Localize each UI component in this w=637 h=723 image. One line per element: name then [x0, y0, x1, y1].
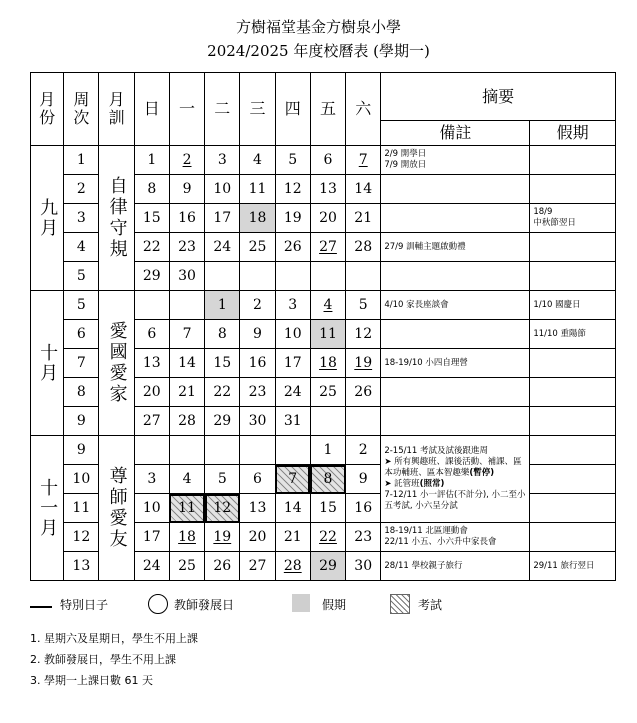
calendar-day [275, 291, 310, 320]
calendar-day [240, 378, 275, 407]
calendar-day [169, 233, 204, 262]
day-number: 30 [354, 558, 373, 574]
calendar-day [169, 407, 204, 436]
calendar-day [134, 552, 169, 581]
day-number: 14 [283, 500, 302, 516]
day-number: 15 [142, 210, 161, 226]
calendar-day [134, 146, 169, 175]
day-number: 25 [178, 558, 196, 574]
week-number: 12 [64, 523, 99, 552]
day-number: 26 [283, 239, 302, 255]
calendar-day [346, 291, 381, 320]
calendar-day [310, 378, 345, 407]
week-number: 4 [64, 233, 99, 262]
calendar-day [205, 523, 240, 552]
calendar-day [134, 291, 169, 320]
calendar-day [275, 175, 310, 204]
calendar-day [275, 552, 310, 581]
day-number: 8 [323, 471, 333, 487]
calendar-day [169, 204, 204, 233]
remarks-cell [381, 407, 530, 436]
day-number: 26 [354, 384, 373, 400]
week-number: 1 [64, 146, 99, 175]
calendar-day [169, 494, 204, 523]
calendar-day [169, 552, 204, 581]
day-number: 4 [323, 297, 333, 313]
header-mon: 一 [169, 73, 204, 146]
calendar-day [169, 349, 204, 378]
calendar-day [169, 523, 204, 552]
day-number: 4 [253, 152, 262, 168]
month-label: 十一月 [31, 436, 64, 581]
day-number: 19 [213, 529, 232, 545]
day-number: 8 [217, 326, 227, 342]
calendar-day [169, 262, 204, 291]
day-number: 2 [182, 152, 192, 168]
day-number: 24 [213, 239, 232, 255]
day-number: 17 [283, 355, 302, 371]
header-week: 周次 [64, 73, 99, 146]
calendar-day [205, 465, 240, 494]
day-number: 30 [178, 268, 196, 284]
calendar-day [346, 349, 381, 378]
calendar-day [205, 436, 240, 465]
calendar-day [346, 378, 381, 407]
day-number: 19 [354, 355, 373, 371]
day-number: 21 [283, 529, 302, 545]
header-thu: 四 [275, 73, 310, 146]
day-number: 9 [253, 326, 262, 342]
calendar-day [240, 175, 275, 204]
month-label: 九月 [31, 146, 64, 291]
remarks-bullet-2-text: 託管班 [394, 479, 420, 489]
calendar-day [346, 552, 381, 581]
calendar-day [134, 465, 169, 494]
calendar-day [169, 465, 204, 494]
day-number: 14 [354, 181, 373, 197]
calendar-day [240, 233, 275, 262]
calendar-day [240, 465, 275, 494]
calendar-day [310, 552, 345, 581]
week-number: 9 [64, 407, 99, 436]
calendar-day [205, 262, 240, 291]
day-number: 6 [323, 152, 333, 168]
day-number: 16 [248, 355, 267, 371]
calendar-day [169, 320, 204, 349]
calendar-day [134, 378, 169, 407]
day-number: 12 [354, 326, 373, 342]
day-number: 21 [178, 384, 196, 400]
week-number: 5 [64, 262, 99, 291]
calendar-day [310, 320, 345, 349]
day-number: 28 [354, 239, 373, 255]
day-number: 4 [182, 471, 192, 487]
calendar-day [275, 436, 310, 465]
calendar-day [205, 494, 240, 523]
calendar-day [275, 349, 310, 378]
day-number: 7 [288, 471, 298, 487]
calendar-day [205, 407, 240, 436]
header-sat: 六 [346, 73, 381, 146]
holiday-cell: 18/9 中秋節翌日 [530, 204, 616, 233]
legend-special-line [30, 606, 52, 608]
footnote-3: 3. 學期一上課日數 61 天 [30, 674, 153, 687]
day-number: 28 [178, 413, 196, 429]
day-number: 22 [142, 239, 161, 255]
calendar-day [346, 320, 381, 349]
header-fri: 五 [310, 73, 345, 146]
day-number: 1 [323, 442, 333, 458]
week-number: 10 [64, 465, 99, 494]
day-number: 27 [319, 239, 337, 255]
legend-exam-label: 考試 [418, 598, 443, 612]
calendar-day [240, 349, 275, 378]
calendar-day [169, 436, 204, 465]
calendar-day [310, 291, 345, 320]
header-wed: 三 [240, 73, 275, 146]
calendar-day [310, 523, 345, 552]
day-number: 24 [142, 558, 161, 574]
day-number: 1 [217, 297, 227, 313]
day-number: 9 [358, 471, 368, 487]
holiday-cell: 1/10 國慶日 [530, 291, 616, 320]
remarks-cell: 28/11 學校親子旅行 [381, 552, 530, 581]
week-number: 3 [64, 204, 99, 233]
holiday-cell [530, 175, 616, 204]
day-number: 29 [319, 558, 337, 574]
day-number: 3 [288, 297, 298, 313]
day-number: 10 [213, 181, 232, 197]
calendar-day [346, 175, 381, 204]
month-label: 十月 [31, 291, 64, 436]
day-number: 13 [319, 181, 337, 197]
calendar-day [169, 378, 204, 407]
remarks-cell: 2/9 開學日 7/9 開放日 [381, 146, 530, 175]
calendar-day [275, 378, 310, 407]
day-number: 3 [147, 471, 157, 487]
day-number: 11 [248, 181, 267, 197]
calendar-day [134, 204, 169, 233]
day-number: 10 [283, 326, 302, 342]
calendar-day [346, 233, 381, 262]
calendar-day [310, 146, 345, 175]
week-row [31, 146, 616, 175]
remarks-exam-head: 2-15/11 考試及試後跟進周 [384, 446, 489, 456]
calendar-day [205, 552, 240, 581]
remarks-cell [381, 262, 530, 291]
calendar-day [205, 204, 240, 233]
remarks-exam-tail: 7-12/11 小一評估(不計分), 小二至小五考試, 小六呈分試 [384, 490, 526, 511]
day-number: 13 [248, 500, 267, 516]
day-number: 25 [248, 239, 267, 255]
day-number: 23 [354, 529, 373, 545]
day-number: 18 [178, 529, 196, 545]
day-number: 5 [217, 471, 227, 487]
day-number: 20 [319, 210, 337, 226]
remarks-cell: 18-19/10 小四自理營 [381, 349, 530, 378]
day-number: 16 [178, 210, 196, 226]
calendar-day [205, 233, 240, 262]
day-number: 11 [178, 500, 196, 516]
calendar-day [346, 494, 381, 523]
day-number: 23 [178, 239, 196, 255]
legend-dev-circle [148, 594, 168, 614]
day-number: 24 [283, 384, 302, 400]
legend [30, 593, 630, 617]
day-number: 11 [319, 326, 337, 342]
calendar-day [275, 146, 310, 175]
remarks-cell: 27/9 訓輔主題啟動禮 [381, 233, 530, 262]
holiday-cell [530, 494, 616, 523]
calendar-day [310, 494, 345, 523]
day-number: 17 [213, 210, 232, 226]
day-number: 12 [213, 500, 232, 516]
week-number: 9 [64, 436, 99, 465]
remarks-exam-block [381, 436, 530, 523]
day-number: 19 [283, 210, 302, 226]
month-motto: 尊師愛友 [99, 436, 134, 581]
header-holidays: 假期 [530, 121, 616, 146]
header-remarks: 備註 [381, 121, 530, 146]
calendar-day [134, 349, 169, 378]
day-number: 25 [319, 384, 337, 400]
day-number: 6 [253, 471, 262, 487]
calendar-day [346, 262, 381, 291]
calendar-day [310, 465, 345, 494]
day-number: 8 [147, 181, 157, 197]
day-number: 6 [147, 326, 157, 342]
holiday-cell [530, 465, 616, 494]
calendar-day [275, 407, 310, 436]
week-number: 5 [64, 291, 99, 320]
remarks-bullet-1-bold: (暫停) [469, 468, 495, 478]
holiday-cell [530, 523, 616, 552]
header-motto: 月訓 [99, 73, 134, 146]
legend-dev-label: 教師發展日 [174, 598, 235, 612]
calendar-day [134, 523, 169, 552]
day-number: 20 [142, 384, 161, 400]
calendar-day [240, 407, 275, 436]
calendar-day [310, 349, 345, 378]
day-number: 14 [178, 355, 196, 371]
calendar-day [240, 320, 275, 349]
calendar-day [310, 233, 345, 262]
calendar-day [346, 465, 381, 494]
day-number: 26 [213, 558, 232, 574]
calendar-day [134, 233, 169, 262]
day-number: 27 [142, 413, 161, 429]
calendar-day [240, 204, 275, 233]
day-number: 7 [358, 152, 368, 168]
day-number: 18 [248, 210, 267, 226]
holiday-cell: 11/10 重陽節 [530, 320, 616, 349]
legend-special-label: 特別日子 [60, 598, 109, 612]
calendar-day [240, 552, 275, 581]
day-number: 23 [248, 384, 267, 400]
calendar-day [346, 407, 381, 436]
calendar-day [134, 175, 169, 204]
header-summary: 摘要 [381, 73, 616, 121]
calendar-table [30, 72, 616, 581]
remarks-cell [381, 378, 530, 407]
calendar-day [346, 146, 381, 175]
day-number: 15 [213, 355, 232, 371]
holiday-cell [530, 233, 616, 262]
holiday-cell [530, 262, 616, 291]
day-number: 30 [248, 413, 267, 429]
day-number: 5 [288, 152, 298, 168]
month-motto: 愛國愛家 [99, 291, 134, 436]
day-number: 29 [213, 413, 232, 429]
day-number: 18 [319, 355, 337, 371]
day-number: 7 [182, 326, 192, 342]
remarks-cell: 4/10 家長座談會 [381, 291, 530, 320]
header-sun: 日 [134, 73, 169, 146]
calendar-day [205, 378, 240, 407]
calendar-day [310, 175, 345, 204]
calendar-day [205, 320, 240, 349]
holiday-cell [530, 349, 616, 378]
calendar-title: 2024/2025 年度校曆表 (學期一) [207, 42, 430, 60]
week-number: 11 [64, 494, 99, 523]
day-number: 22 [213, 384, 232, 400]
calendar-day [275, 262, 310, 291]
calendar-day [134, 262, 169, 291]
day-number: 17 [142, 529, 161, 545]
day-number: 22 [319, 529, 337, 545]
calendar-day [240, 436, 275, 465]
footnote-1: 1. 星期六及星期日，學生不用上課 [30, 632, 198, 645]
header-month: 月份 [31, 73, 64, 146]
calendar-day [310, 407, 345, 436]
remarks-bullet-1: ➤ 所有興趣班、課後活動、補課、區本功輔班、區本智趣樂(暫停) [384, 457, 522, 478]
day-number: 1 [147, 152, 157, 168]
calendar-day [346, 436, 381, 465]
day-number: 20 [248, 529, 267, 545]
calendar-day [240, 291, 275, 320]
calendar-day [310, 204, 345, 233]
week-row [31, 291, 616, 320]
week-number: 6 [64, 320, 99, 349]
day-number: 3 [217, 152, 227, 168]
day-number: 16 [354, 500, 373, 516]
calendar-day [240, 262, 275, 291]
calendar-day [134, 436, 169, 465]
calendar-day [205, 349, 240, 378]
day-number: 2 [253, 297, 262, 313]
remarks-bullet-2: ➤ 託管班(照常) [384, 479, 445, 489]
calendar-day [240, 146, 275, 175]
holiday-cell [530, 436, 616, 465]
remarks-bullet-2-bold: (照常) [419, 479, 445, 489]
week-row [31, 436, 616, 465]
footnote-2: 2. 教師發展日，學生不用上課 [30, 653, 176, 666]
legend-exam-swatch [390, 594, 410, 614]
day-number: 31 [283, 413, 302, 429]
calendar-day [275, 204, 310, 233]
week-number: 13 [64, 552, 99, 581]
day-number: 2 [358, 442, 368, 458]
remarks-cell [381, 175, 530, 204]
holiday-cell [530, 146, 616, 175]
day-number: 13 [142, 355, 161, 371]
week-number: 2 [64, 175, 99, 204]
calendar-day [134, 494, 169, 523]
calendar-day [240, 494, 275, 523]
calendar-day [205, 146, 240, 175]
calendar-day [346, 523, 381, 552]
remarks-cell [381, 320, 530, 349]
calendar-day [346, 204, 381, 233]
calendar-day [310, 262, 345, 291]
calendar-day [240, 523, 275, 552]
calendar-day [205, 175, 240, 204]
footnotes [30, 628, 198, 691]
school-name: 方樹福堂基金方樹泉小學 [235, 18, 401, 36]
calendar-day [169, 146, 204, 175]
month-motto: 自律守規 [99, 146, 134, 291]
day-number: 27 [248, 558, 267, 574]
calendar-day [169, 175, 204, 204]
header-tue: 二 [205, 73, 240, 146]
calendar-day [275, 523, 310, 552]
calendar-day [275, 320, 310, 349]
holiday-cell: 29/11 旅行翌日 [530, 552, 616, 581]
holiday-cell [530, 407, 616, 436]
remarks-bullet-1-text: 所有興趣班、課後活動、補課、區本功輔班、區本智趣樂 [384, 457, 522, 478]
day-number: 15 [319, 500, 337, 516]
day-number: 9 [182, 181, 192, 197]
day-number: 5 [358, 297, 368, 313]
calendar-day [275, 465, 310, 494]
day-number: 21 [354, 210, 373, 226]
calendar-day [134, 320, 169, 349]
legend-holiday-swatch [292, 594, 310, 612]
calendar-day [275, 233, 310, 262]
calendar-day [169, 291, 204, 320]
calendar-day [310, 436, 345, 465]
week-number: 7 [64, 349, 99, 378]
holiday-cell [530, 378, 616, 407]
week-number: 8 [64, 378, 99, 407]
day-number: 28 [283, 558, 302, 574]
calendar-day [275, 494, 310, 523]
legend-holiday-label: 假期 [322, 598, 347, 612]
day-number: 12 [283, 181, 302, 197]
day-number: 29 [142, 268, 161, 284]
remarks-cell [381, 204, 530, 233]
remarks-cell: 18-19/11 北區運動會 22/11 小五、小六升中家長會 [381, 523, 530, 552]
calendar-day [134, 407, 169, 436]
day-number: 10 [142, 500, 161, 516]
calendar-day [205, 291, 240, 320]
